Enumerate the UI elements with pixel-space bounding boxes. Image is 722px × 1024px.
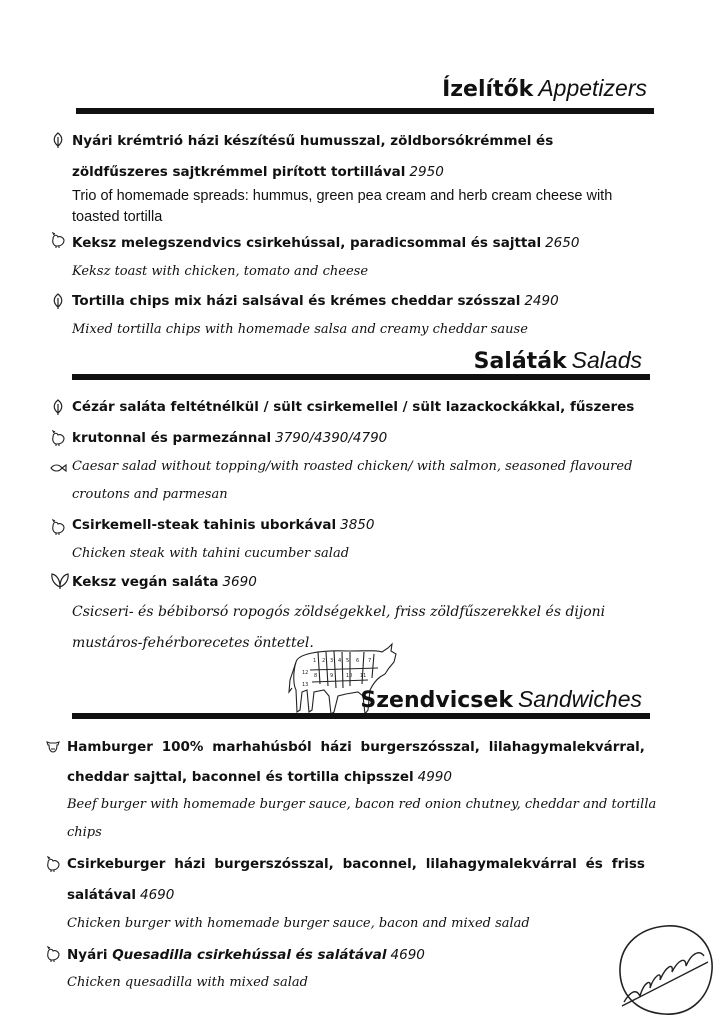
- section-rule: [72, 374, 650, 380]
- keksz-logo: [616, 922, 716, 1018]
- menu-item-description: Keksz toast with chicken, tomato and cheese: [72, 264, 369, 279]
- menu-item-price: 4690: [139, 887, 175, 903]
- svg-text:7: 7: [368, 658, 372, 664]
- svg-text:3: 3: [330, 658, 334, 664]
- section-title-en: Sandwiches: [517, 686, 642, 712]
- menu-item-price: 2950: [409, 164, 444, 180]
- cow-icon: [44, 737, 62, 755]
- svg-text:8: 8: [314, 673, 318, 679]
- svg-text:1: 1: [313, 658, 317, 664]
- menu-item-description: Csicseri- és bébiborsó ropogós zöldségekkel, friss zöldfűszerekkel és dijoni: [72, 604, 606, 620]
- svg-text:4: 4: [338, 658, 342, 664]
- section-title-hu: Ízelítők: [442, 77, 534, 102]
- menu-item-name: Nyári Quesadilla csirkehússal és salátával 4690: [67, 947, 425, 963]
- menu-item-name: krutonnal és parmezánnal 3790/4390/4790: [72, 430, 388, 446]
- menu-item-name: Keksz vegán saláta 3690: [72, 574, 257, 590]
- menu-item-description: Caesar salad without topping/with roasted chicken/ with salmon, seasoned flavoured: [72, 459, 633, 474]
- svg-text:9: 9: [330, 673, 334, 679]
- vegan-leaves-icon: [49, 571, 71, 589]
- section-title-hu: Szendvicsek: [360, 688, 513, 713]
- menu-item-description: toasted tortilla: [72, 209, 163, 225]
- menu-item-description: Trio of homemade spreads: hummus, green pea cream and herb cream cheese with: [72, 188, 613, 204]
- chicken-icon: [44, 855, 62, 873]
- menu-item-name: Csirkemell-steak tahinis uborkával 3850: [72, 517, 375, 533]
- svg-text:2: 2: [322, 658, 326, 664]
- menu-item-name: salátával 4690: [67, 887, 175, 903]
- section-title-en: Appetizers: [538, 75, 647, 101]
- menu-item-name: Tortilla chips mix házi salsával és krémes cheddar szósszal 2490: [72, 293, 559, 309]
- leaf-icon: [49, 131, 67, 149]
- menu-item-price: 3790/4390/4790: [275, 430, 388, 446]
- menu-item-price: 3690: [222, 574, 257, 590]
- svg-text:10: 10: [346, 673, 353, 679]
- chicken-icon: [44, 945, 62, 963]
- menu-item-description: croutons and parmesan: [72, 487, 228, 502]
- menu-item-name: Cézár saláta feltétnélkül / sült csirkemellel / sült lazackockákkal, fűszeres: [72, 399, 635, 415]
- section-rule: [76, 108, 654, 114]
- menu-item-price: 2490: [524, 293, 559, 309]
- menu-item-description: Chicken quesadilla with mixed salad: [67, 975, 308, 990]
- menu-item-description: Chicken steak with tahini cucumber salad: [72, 546, 350, 561]
- menu-item-name: Keksz melegszendvics csirkehússal, paradicsommal és sajttal 2650: [72, 235, 580, 251]
- menu-item-name: Nyári krémtrió házi készítésű humusszal, zöldborsókrémmel és: [72, 133, 554, 149]
- section-title-salads: [474, 349, 642, 373]
- section-title-appetizers: [442, 77, 647, 101]
- chicken-icon: [49, 231, 67, 249]
- menu-item-name: Hamburger 100% marhahúsból házi burgerszósszal, lilahagymalekvárral,: [67, 739, 645, 755]
- section-title-en: Salads: [571, 347, 642, 373]
- leaf-icon: [49, 398, 67, 416]
- menu-item-price: 3850: [340, 517, 375, 533]
- menu-item-price: 2650: [545, 235, 580, 251]
- menu-item-description: mustáros-fehérborecetes öntettel.: [72, 635, 314, 651]
- menu-item-name: Csirkeburger házi burgerszósszal, baconnel, lilahagymalekvárral és friss: [67, 856, 645, 872]
- menu-item-description: Beef burger with homemade burger sauce, bacon red onion chutney, cheddar and tortilla: [67, 797, 657, 812]
- chicken-icon: [49, 518, 67, 536]
- svg-text:5: 5: [346, 658, 350, 664]
- svg-text:6: 6: [356, 658, 360, 664]
- menu-item-name: zöldfűszeres sajtkrémmel pirított tortillával 2950: [72, 164, 444, 180]
- menu-item-description: Chicken burger with homemade burger sauce, bacon and mixed salad: [67, 916, 530, 931]
- chicken-icon: [49, 429, 67, 447]
- menu-item-description: Mixed tortilla chips with homemade salsa and creamy cheddar sause: [72, 322, 528, 337]
- menu-item-name: cheddar sajttal, baconnel és tortilla chipsszel 4990: [67, 769, 452, 785]
- section-title-hu: Saláták: [473, 349, 567, 374]
- menu-item-price: 4990: [417, 769, 452, 785]
- svg-text:11: 11: [360, 673, 367, 679]
- menu-item-description: chips: [67, 825, 102, 840]
- fish-icon: [49, 459, 67, 477]
- svg-text:13: 13: [302, 682, 309, 688]
- leaf-icon: [49, 292, 67, 310]
- section-title-sandwiches: [360, 688, 642, 712]
- menu-item-price: 4690: [390, 947, 425, 963]
- section-rule: [72, 713, 650, 719]
- svg-text:12: 12: [302, 670, 309, 676]
